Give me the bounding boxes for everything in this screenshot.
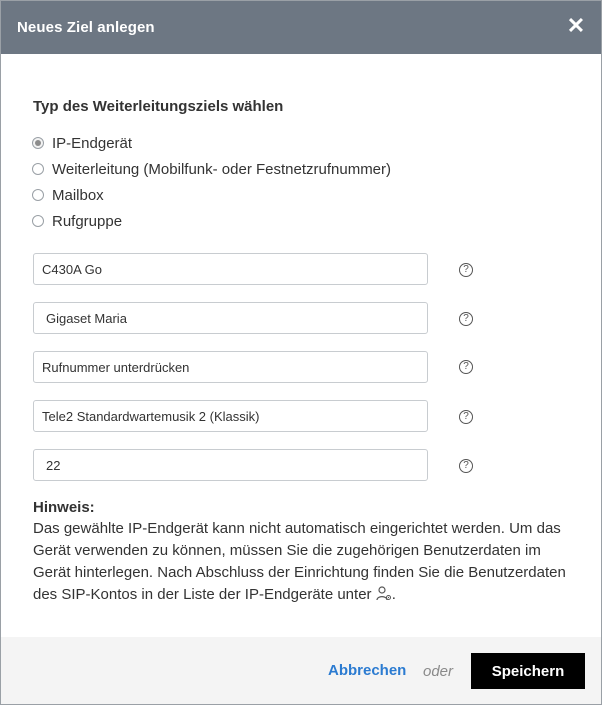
hint-end-punctuation: . — [391, 586, 396, 603]
hint-body: Das gewählte IP-Endgerät kann nicht automatisch eingerichtet werden. Um das Gerät verwenden zu können, müssen Sie die zugehörigen Benutzerdaten im Gerät hinterlegen. Nach Abschluss der Einrichtung finden Sie die Benutzerdaten des SIP-Kontos in der Liste der IP-Endgeräte unter — [33, 520, 566, 603]
cancel-button[interactable]: Abbrechen — [328, 662, 407, 679]
help-icon[interactable]: ? — [459, 263, 473, 277]
radio-button[interactable] — [32, 163, 44, 175]
help-icon[interactable]: ? — [459, 459, 473, 473]
hint-text — [33, 518, 573, 606]
radio-option-weiterleitung[interactable] — [32, 158, 391, 180]
close-icon[interactable]: ✕ — [566, 13, 586, 38]
name-input[interactable]: Gigaset Maria — [33, 302, 428, 334]
hint-title: Hinweis: — [33, 499, 95, 516]
caller-id-select-field[interactable]: Rufnummer unterdrücken — [33, 351, 428, 383]
dialog-footer — [1, 637, 601, 704]
dialog-header — [1, 1, 601, 54]
radio-label: IP-Endgerät — [52, 134, 133, 152]
radio-label: Rufgruppe — [52, 212, 123, 230]
radio-option-mailbox[interactable] — [32, 184, 104, 206]
radio-option-rufgruppe[interactable] — [32, 210, 122, 232]
radio-label: Mailbox — [52, 186, 104, 204]
section-title: Typ des Weiterleitungsziels wählen — [33, 98, 284, 115]
help-icon[interactable]: ? — [459, 312, 473, 326]
radio-option-ip-endgeraet[interactable] — [32, 132, 132, 154]
radio-label: Weiterleitung (Mobilfunk- oder Festnetzrufnummer) — [52, 160, 392, 178]
user-settings-icon — [376, 586, 392, 603]
help-icon[interactable]: ? — [459, 410, 473, 424]
help-icon[interactable]: ? — [459, 360, 473, 374]
dialog-title: Neues Ziel anlegen — [17, 19, 155, 36]
or-separator: oder — [423, 663, 454, 680]
radio-button-checked[interactable] — [32, 137, 44, 149]
save-button[interactable]: Speichern — [471, 653, 585, 689]
hold-music-select-field[interactable]: Tele2 Standardwartemusik 2 (Klassik) — [33, 400, 428, 432]
device-select-field[interactable]: C430A Go — [33, 253, 428, 285]
ring-time-input[interactable]: 22 — [33, 449, 428, 481]
radio-button[interactable] — [32, 215, 44, 227]
radio-button[interactable] — [32, 189, 44, 201]
